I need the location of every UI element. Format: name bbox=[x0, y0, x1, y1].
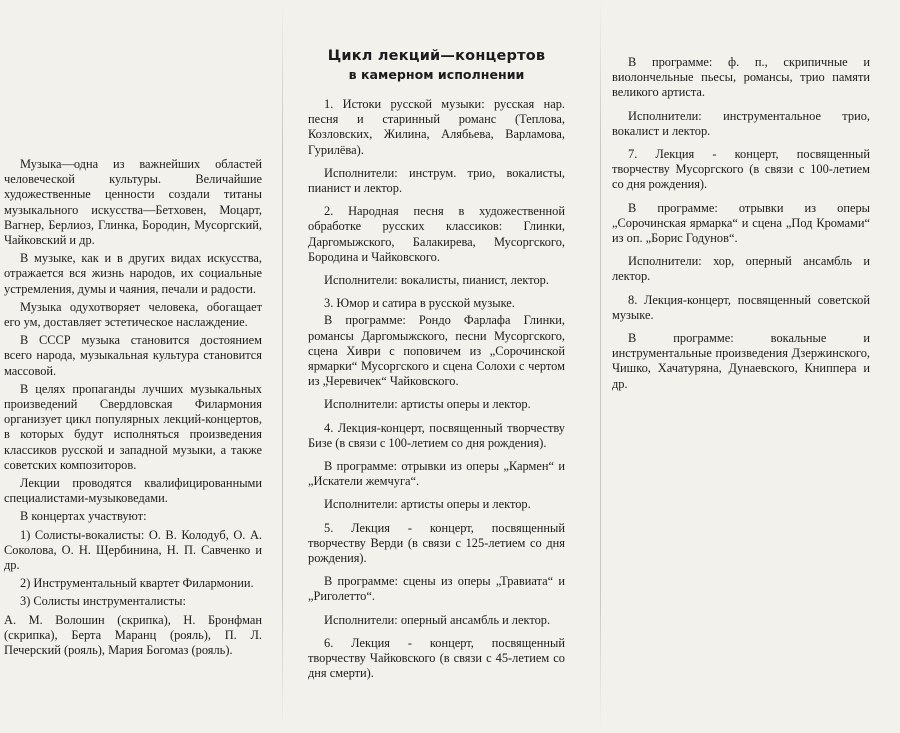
lecture-6-program: В программе: ф. п., скрипичные и виолончельные пьесы, романсы, трио памяти великого артиста. bbox=[612, 55, 870, 100]
lecture-7-performers: Исполнители: хор, оперный ансамбль и лектор. bbox=[612, 254, 870, 284]
lecture-8: 8. Лекция-концерт, посвященный советской музыке. bbox=[612, 292, 870, 322]
lecture-7: 7. Лекция - концерт, посвященный творчеству Мусоргского (в связи с 100-летием со дня рождения). bbox=[612, 147, 870, 192]
lecture-5-program: В программе: сцены из оперы „Травиата“ и „Риголетто“. bbox=[308, 574, 565, 604]
lecture-3: 3. Юмор и сатира в русской музыке. bbox=[324, 296, 515, 311]
lecture-2: 2. Народная песня в художественной обработке русских классиков: Глинки, Даргомыжского, Балакирева, Мусоргского, Бородина и Чайковского. bbox=[308, 204, 565, 264]
program-column-middle bbox=[308, 47, 565, 690]
lecture-3-performers: Исполнители: артисты оперы и лектор. bbox=[324, 397, 531, 412]
program-column-right bbox=[612, 55, 870, 400]
lecture-3-program: В программе: Рондо Фарлафа Глинки, романсы Даргомыжского, песни Мусоргского, сцена Хиври с поповичем из „Сорочинской ярмарки“ Мусоргского и сцена Солохи с чертом из „Черевичек“ Чайковского. bbox=[308, 313, 565, 389]
lecture-7-program: В программе: отрывки из оперы „Сорочинская ярмарка“ и сцена „Под Кромами“ из оп. „Борис Годунов“. bbox=[612, 200, 870, 246]
intro-paragraph: В музыке, как и в других видах искусства, отражается вся жизнь народов, их социальные устремления, думы и чаяния, печали и радости. bbox=[4, 251, 262, 296]
intro-paragraph: В целях пропаганды лучших музыкальных произведений Свердловская Филармония организует цикл популярных лекций-концертов, в которых будут исполняться произведения классиков русской и западной музыки, а также советских композиторов. bbox=[4, 381, 262, 472]
participants-item: 2) Инструментальный квартет Филармонии. bbox=[20, 576, 254, 591]
fold-line-right bbox=[600, 0, 601, 733]
participants-list: А. М. Волошин (скрипка), Н. Бронфман (скрипка), Берта Маранц (рояль), П. Л. Печерский (рояль), Мария Богомаз (рояль). bbox=[4, 612, 262, 658]
intro-column bbox=[4, 157, 262, 661]
lecture-4: 4. Лекция-концерт, посвященный творчеству Бизе (в связи с 100-летием со дня рождения). bbox=[308, 420, 565, 450]
intro-paragraph: Музыка одухотворяет человека, обогащает его ум, доставляет эстетическое наслаждение. bbox=[4, 299, 262, 330]
lecture-4-program: В программе: отрывки из оперы „Кармен“ и „Искатели жемчуга“. bbox=[308, 459, 565, 489]
program-title: Цикл лекций—концертов bbox=[327, 48, 546, 64]
lecture-6: 6. Лекция - концерт, посвященный творчеству Чайковского (в связи с 45-летием со дня смерти). bbox=[308, 635, 565, 681]
lecture-4-performers: Исполнители: артисты оперы и лектор. bbox=[324, 497, 531, 512]
lecture-1: 1. Истоки русской музыки: русская нар. песня и старинный романс (Теплова, Козловских, Жилина, Алябьева, Варламова, Гурилёва). bbox=[308, 97, 565, 157]
intro-paragraph: В СССР музыка становится достоянием всего народа, музыкальная культура становится массовой. bbox=[4, 333, 262, 378]
fold-line-left bbox=[282, 0, 283, 733]
intro-paragraph: Лекции проводятся квалифицированными специалистами-музыковедами. bbox=[4, 476, 262, 506]
program-subtitle: в камерном исполнении bbox=[348, 67, 525, 82]
intro-paragraph: Музыка—одна из важнейших областей человеческой культуры. Величайшие художественные ценности создали титаны музыкального искусства—Бетховен, Моцарт, Вагнер, Берлиоз, Глинка, Бородин, Мусоргский, Чайковский и др. bbox=[4, 157, 262, 248]
lecture-1-performers: Исполнители: инструм. трио, вокалисты, пианист и лектор. bbox=[308, 165, 565, 196]
lecture-6-performers: Исполнители: инструментальное трио, вокалист и лектор. bbox=[612, 108, 870, 138]
participants-item: 1) Солисты-вокалисты: О. В. Колодуб, О. А. Соколова, О. Н. Щербинина, Н. П. Савченко и др. bbox=[4, 527, 262, 573]
lecture-5: 5. Лекция - концерт, посвященный творчеству Верди (в связи с 125-летием со дня рождения). bbox=[308, 520, 565, 566]
lecture-8-program: В программе: вокальные и инструментальные произведения Дзержинского, Чишко, Хачатуряна, Дунаевского, Книппера и др. bbox=[612, 331, 870, 391]
lecture-2-performers: Исполнители: вокалисты, пианист, лектор. bbox=[324, 273, 549, 288]
intro-paragraph: В концертах участвуют: bbox=[20, 509, 147, 524]
lecture-5-performers: Исполнители: оперный ансамбль и лектор. bbox=[324, 612, 551, 627]
participants-item: 3) Солисты инструменталисты: bbox=[20, 594, 186, 609]
